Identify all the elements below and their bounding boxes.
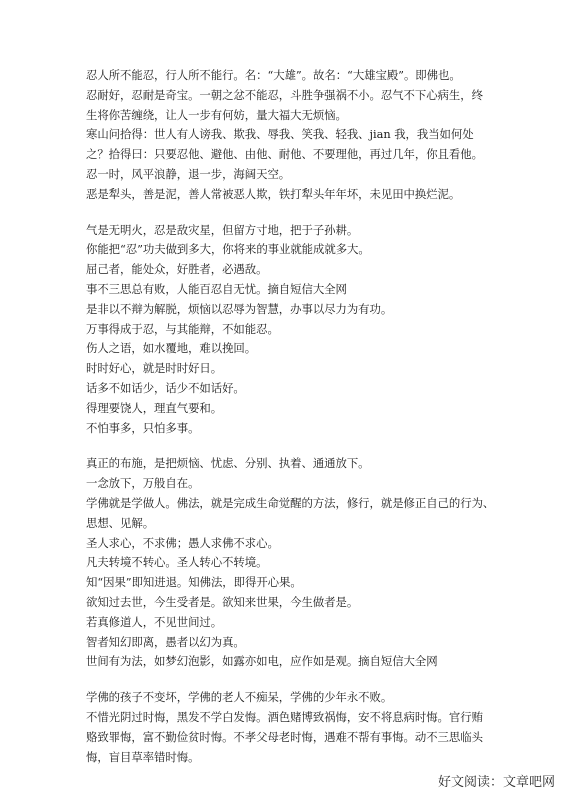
paragraph-regrets <box>86 688 486 767</box>
text-line: 世间有为法，如梦幻泡影，如露亦如电，应作如是观。摘自短信大全网 <box>86 654 438 669</box>
text-line: 气是无明火，忍是敌灾星，但留方寸地，把于子孙耕。 <box>86 222 359 237</box>
text-line: 生将你苦缠绕，让人一步有何妨，量大福大无烦恼。 <box>86 107 347 122</box>
text-line: 学佛就是学做人。佛法，就是完成生命觉醒的方法，修行，就是修正自己的行为、 <box>86 495 495 510</box>
paragraph-buddhism <box>86 454 495 672</box>
text-line: 赂致罪悔，富不勤俭贫时悔。不孝父母老时悔，遇难不帮有事悔。动不三思临头 <box>86 729 483 744</box>
text-line: 时时好心，就是时时好日。 <box>86 361 223 376</box>
text-line: 万事得成于忍，与其能辩，不如能忍。 <box>86 321 279 336</box>
text-line: 事不三思总有败，人能百忍自无忧。摘自短信大全网 <box>86 281 347 296</box>
text-line: 寒山问拾得：世人有人谤我、欺我、辱我、笑我、轻我、jian 我，我当如何处 <box>86 127 474 142</box>
text-line: 智者知幻即离，愚者以幻为真。 <box>86 634 245 649</box>
text-line: 你能把“忍”功夫做到多大，你将来的事业就能成就多大。 <box>86 242 370 257</box>
paragraph-sayings <box>86 221 486 439</box>
text-line: 凡夫转境不转心。圣人转心不转境。 <box>86 555 268 570</box>
text-line: 之？拾得曰：只要忍他、避他、由他、耐他、不要理他，再过几年，你且看他。 <box>86 147 483 162</box>
text-line: 伤人之语，如水覆地，难以挽回。 <box>86 341 257 356</box>
text-line: 不怕事多，只怕多事。 <box>86 420 200 435</box>
site-watermark: 好文阅读：文章吧网 <box>437 775 555 790</box>
text-line: 得理要饶人，理直气要和。 <box>86 400 223 415</box>
text-line: 话多不如话少，话少不如话好。 <box>86 380 245 395</box>
text-line: 悔，盲目草率错时悔。 <box>86 749 200 764</box>
text-line: 知“因果”即知进退。知佛法，即得开心果。 <box>86 575 302 590</box>
text-line: 不惜光阴过时悔，黑发不学白发悔。酒色赌博致祸悔，安不将息病时悔。官行贿 <box>86 709 483 724</box>
text-line: 忍人所不能忍，行人所不能行。名：“大雄”。故名：“大雄宝殿”。即佛也。 <box>86 68 461 82</box>
paragraph-forbearance <box>86 66 486 205</box>
text-line: 是非以不辩为解脱，烦恼以忍辱为智慧，办事以尽力为有功。 <box>86 301 393 316</box>
document-body <box>86 66 495 783</box>
text-line: 屈己者，能处众，好胜者，必遇敌。 <box>86 262 268 277</box>
text-line: 忍一时，风平浪静，退一步，海阔天空。 <box>86 166 291 181</box>
text-line: 欲知过去世，今生受者是。欲知来世果，今生做者是。 <box>86 594 359 609</box>
text-line: 恶是犁头，善是泥，善人常被恶人欺，铁打犁头年年坏，未见田中换烂泥。 <box>86 186 461 201</box>
text-line: 学佛的孩子不变坏，学佛的老人不痴呆，学佛的少年永不败。 <box>86 690 393 705</box>
text-line: 真正的布施，是把烦恼、忧虑、分别、执着、通通放下。 <box>86 456 370 471</box>
text-line: 一念放下，万般自在。 <box>86 476 200 491</box>
text-line: 圣人求心，不求佛；愚人求佛不求心。 <box>86 535 279 550</box>
text-line: 若真修道人，不见世间过。 <box>86 614 223 629</box>
text-line: 思想、见解。 <box>86 515 155 530</box>
text-line: 忍耐好，忍耐是奇宝。一朝之忿不能忍，斗胜争强祸不小。忍气不下心病生，终 <box>86 87 483 102</box>
